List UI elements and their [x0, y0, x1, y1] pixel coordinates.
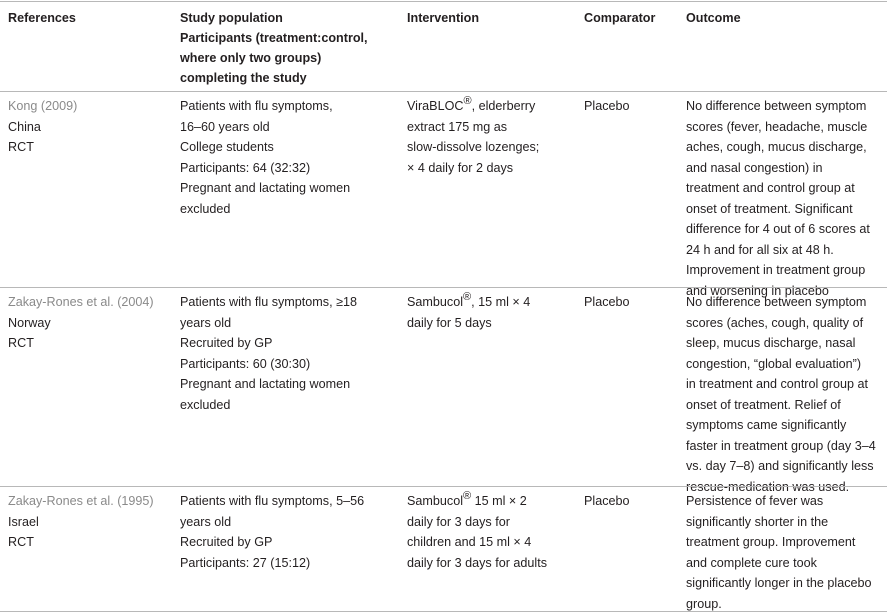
- population-line: excluded: [180, 201, 231, 216]
- outcome-line: significantly longer in the placebo: [686, 576, 872, 590]
- header-population-line: completing the study: [180, 71, 307, 85]
- outcome-line: treatment group. Improvement: [686, 535, 856, 549]
- header-population-line: Participants (treatment:control,: [180, 31, 368, 45]
- population-line: Patients with flu symptoms, ≥18: [180, 295, 357, 309]
- intervention-line: daily for 3 days for: [407, 514, 510, 529]
- outcome-line: scores (aches, cough, quality of: [686, 315, 864, 330]
- registered-mark: ®: [463, 490, 472, 502]
- population-line: 16–60 years old: [180, 119, 270, 134]
- outcome-line: significantly shorter in the: [686, 514, 829, 529]
- intervention-line: daily for 5 days: [407, 315, 492, 330]
- reference-design: RCT: [8, 535, 34, 549]
- reference-design: RCT: [8, 140, 34, 154]
- outcome-line: Improvement in treatment group: [686, 263, 866, 277]
- intervention-line: daily for 3 days for adults: [407, 555, 548, 570]
- row-3-outcome: [686, 491, 872, 614]
- brand-name: Sambucol: [407, 295, 464, 309]
- header-study-population: [180, 8, 368, 88]
- intervention-line: , elderberry: [471, 99, 536, 113]
- reference-country: China: [8, 119, 41, 134]
- outcome-line: difference for 4 out of 6 scores at: [686, 222, 870, 236]
- population-line: Participants: 60 (30:30): [180, 356, 311, 371]
- row-3-population: [180, 491, 364, 573]
- row-2-population: [180, 292, 357, 415]
- intervention-first-line: [407, 491, 547, 512]
- population-line: Recruited by GP: [180, 336, 273, 350]
- row-3-intervention: [407, 491, 547, 573]
- outcome-line: sleep, mucus discharge, nasal: [686, 336, 856, 350]
- intervention-line: × 4 daily for 2 days: [407, 160, 514, 175]
- intervention-line: 15 ml × 2: [471, 494, 527, 508]
- intervention-first-line: [407, 96, 539, 117]
- intervention-line: slow-dissolve lozenges;: [407, 140, 540, 154]
- table-top-rule: [0, 1, 887, 2]
- row-1-references: [8, 96, 77, 158]
- intervention-line: children and 15 ml × 4: [407, 535, 532, 549]
- outcome-line: onset of treatment. Significant: [686, 201, 853, 216]
- population-line: College students: [180, 140, 274, 154]
- row-2-intervention: [407, 292, 530, 333]
- outcome-line: vs. day 7–8) and significantly less: [686, 459, 874, 473]
- population-line: Pregnant and lactating women: [180, 181, 351, 195]
- row-1-intervention: [407, 96, 539, 178]
- outcome-line: No difference between symptom: [686, 99, 867, 113]
- outcome-line: and nasal congestion) in: [686, 160, 823, 175]
- outcome-line: aches, cough, mucus discharge,: [686, 140, 867, 154]
- population-line: Participants: 64 (32:32): [180, 160, 311, 175]
- row-2-references: [8, 292, 154, 354]
- outcome-line: congestion, “global evaluation”): [686, 356, 862, 371]
- row-3-references: [8, 491, 154, 553]
- row-3-comparator: Placebo: [584, 494, 630, 508]
- outcome-line: No difference between symptom: [686, 295, 867, 309]
- intervention-line: , 15 ml × 4: [471, 295, 531, 309]
- outcome-line: onset of treatment. Relief of: [686, 397, 841, 412]
- outcome-line: group.: [686, 596, 722, 611]
- outcome-line: Persistence of fever was: [686, 494, 824, 508]
- outcome-line: faster in treatment group (day 3–4: [686, 438, 876, 453]
- reference-country: Israel: [8, 514, 39, 529]
- population-line: Patients with flu symptoms,: [180, 99, 333, 113]
- population-line: excluded: [180, 397, 231, 412]
- header-comparator: Comparator: [584, 11, 656, 25]
- registered-mark: ®: [463, 291, 472, 303]
- outcome-line: and worsening in placebo: [686, 283, 829, 298]
- reference-design: RCT: [8, 336, 34, 350]
- outcome-line: symptoms came significantly: [686, 418, 847, 432]
- population-line: Participants: 27 (15:12): [180, 555, 311, 570]
- table-bottom-rule: [0, 611, 887, 612]
- header-intervention: Intervention: [407, 11, 480, 25]
- outcome-line: treatment and control group at: [686, 181, 855, 195]
- header-outcome: Outcome: [686, 11, 741, 25]
- reference-citation: Zakay-Rones et al. (2004): [8, 295, 154, 309]
- reference-country: Norway: [8, 315, 51, 330]
- header-rule: [0, 91, 887, 92]
- row-1-comparator: Placebo: [584, 99, 630, 113]
- outcome-line: in treatment and control group at: [686, 377, 869, 391]
- population-line: years old: [180, 315, 232, 330]
- reference-citation: Kong (2009): [8, 99, 78, 113]
- population-line: years old: [180, 514, 232, 529]
- row-2-outcome: [686, 292, 876, 497]
- brand-name: ViraBLOC: [407, 99, 464, 113]
- row-divider: [0, 287, 887, 288]
- intervention-line: extract 175 mg as: [407, 119, 508, 134]
- outcome-line: rescue-medication was used.: [686, 479, 850, 494]
- outcome-line: 24 h and for all six at 48 h.: [686, 242, 834, 257]
- population-line: Pregnant and lactating women: [180, 377, 351, 391]
- row-1-population: [180, 96, 350, 219]
- header-population-line: where only two groups): [180, 51, 322, 65]
- row-1-outcome: [686, 96, 870, 301]
- intervention-first-line: [407, 292, 530, 313]
- population-line: Patients with flu symptoms, 5–56: [180, 494, 365, 508]
- header-references: References: [8, 11, 76, 25]
- header-population-line: Study population: [180, 11, 283, 25]
- registered-mark: ®: [463, 95, 472, 107]
- population-line: Recruited by GP: [180, 535, 273, 549]
- row-2-comparator: Placebo: [584, 295, 630, 309]
- outcome-line: scores (fever, headache, muscle: [686, 119, 868, 134]
- brand-name: Sambucol: [407, 494, 464, 508]
- outcome-line: and complete cure took: [686, 555, 817, 570]
- reference-citation: Zakay-Rones et al. (1995): [8, 494, 154, 508]
- row-divider: [0, 486, 887, 487]
